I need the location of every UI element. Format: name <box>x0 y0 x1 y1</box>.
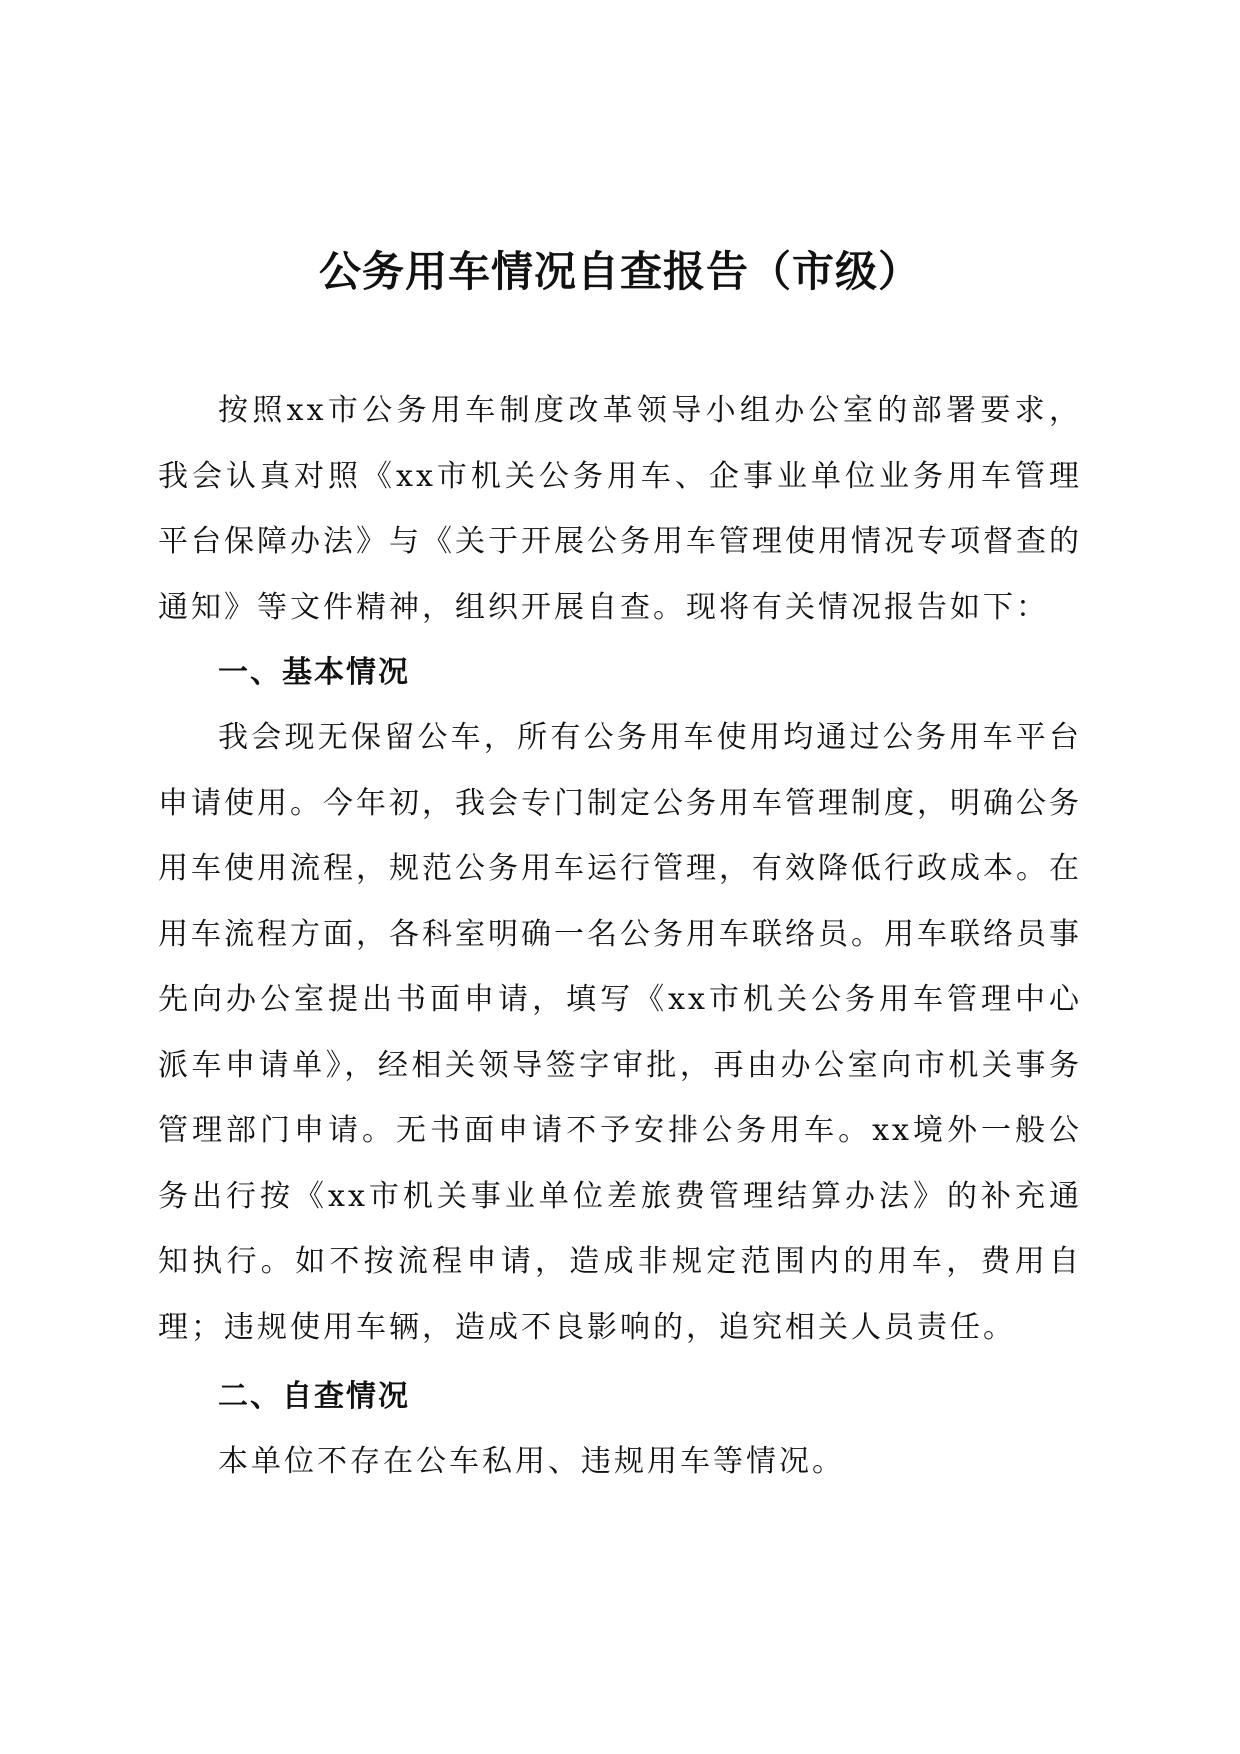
section-heading-basic: 一、基本情况 <box>218 655 410 690</box>
document-body <box>158 378 1082 1495</box>
document-title: 公务用车情况自查报告（市级） <box>318 247 921 296</box>
section-body-selfcheck: 本单位不存在公车私用、违规用车等情况。 <box>218 1444 845 1479</box>
intro-paragraph: 按照xx市公务用车制度改革领导小组办公室的部署要求，我会认真对照《xx市机关公务用车、企事业单位业务用车管理平台保障办法》与《关于开展公务用车管理使用情况专项督查的通知》等文件精神，组织开展自查。现将有关情况报告如下： <box>158 393 1082 625</box>
section-heading-selfcheck: 二、自查情况 <box>218 1379 410 1414</box>
section-body-basic: 我会现无保留公车，所有公务用车使用均通过公务用车平台申请使用。今年初，我会专门制定公务用车管理制度，明确公务用车使用流程，规范公务用车运行管理，有效降低行政成本。在用车流程方面，各科室明确一名公务用车联络员。用车联络员事先向办公室提出书面申请，填写《xx市机关公务用车管理中心派车申请单》，经相关领导签字审批，再由办公室向市机关事务管理部门申请。无书面申请不予安排公务用车。xx境外一般公务出行按《xx市机关事业单位差旅费管理结算办法》的补充通知执行。如不按流程申请，造成非规定范围内的用车，费用自理；违规使用车辆，造成不良影响的，追究相关人员责任。 <box>158 720 1082 1345</box>
